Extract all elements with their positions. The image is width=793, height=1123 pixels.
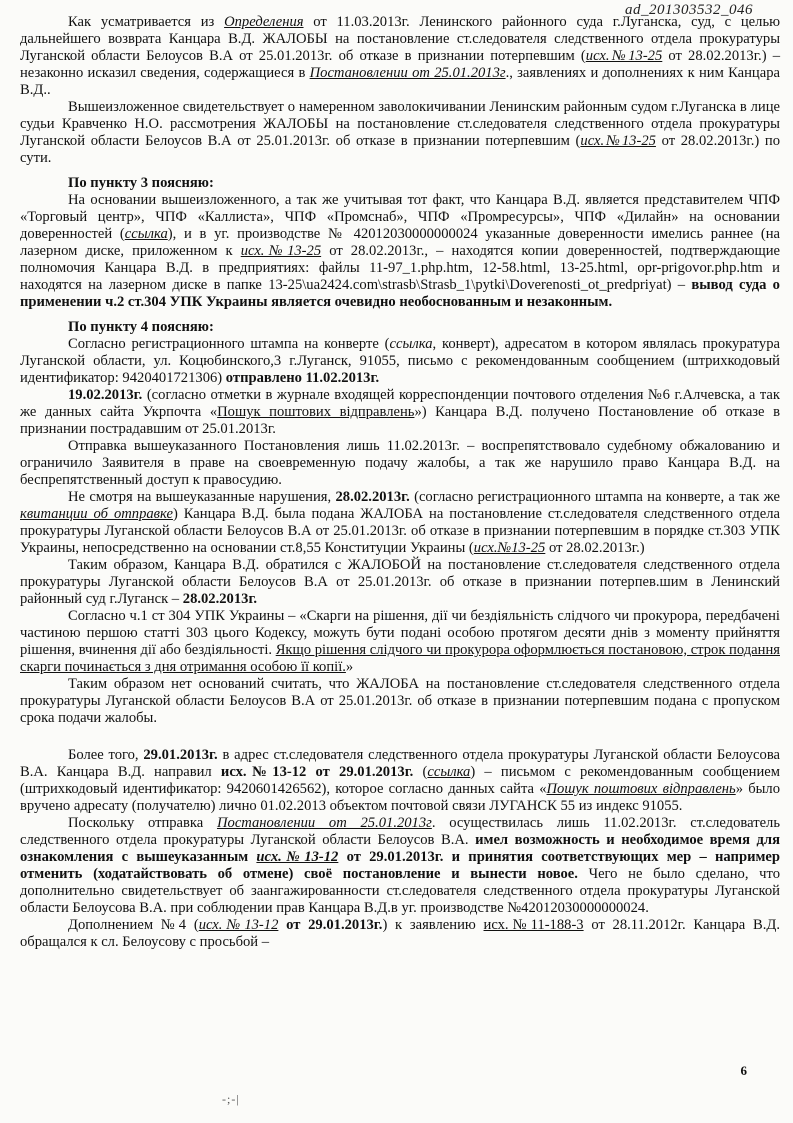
text-run: 29.01.2013г.	[143, 747, 218, 763]
text-run: исх.№13-25	[473, 540, 546, 556]
paragraph-p3	[20, 175, 780, 192]
text-run: от 29.01.2013г. и принятия соответствующих мер – например отменить (ходатайствовать об отмене) своё постановление и вынести новое.	[20, 849, 781, 882]
text-run: в адрес ст.следователя следственного отдела прокуратуры Луганской области Белоусова В.А. Канцара В.Д. направил	[20, 747, 780, 780]
text-run: ), и в уг. производстве № 42012030000000024 указанные доверенности имелись раннее (на лазерном диске, приложенном к	[20, 226, 781, 259]
text-run: 19.02.2013г.	[68, 387, 143, 403]
text-run: от 28.02.2013г., – находятся копии доверенностей, подтверждающие полномочия Канцара В.Д. в предприятиях: файлы 11-97_1.php.htm, 12-58.html, 13-25.html, opr-prigovor.php.htm и находятся на лазерном диске в папке 13-25\ua2424.com\strasb\Strasb_1\pytki\Doverenosti_ot_predpriyat) –	[20, 243, 780, 293]
text-run: вывод суда о применении ч.2 ст.304 УПК Украины является очевидно необоснованным и незаконным.	[20, 277, 780, 310]
text-run: (согласно отметки в журнале входящей корреспонденции почтового отделения №6 г.Алчевска, а так же данных сайта Укрпочта «	[20, 387, 780, 420]
text-run: исх.№13-12	[198, 917, 279, 933]
text-run: от 29.01.2013г.	[278, 917, 383, 933]
text-run: 28.02.2013г.	[335, 489, 410, 505]
text-run: ссылка	[124, 226, 168, 242]
text-run: Якщо рішення слідчого чи прокурора оформлюється постановою, строк подання скарги починається з дня отримання особою її копії.	[20, 642, 780, 675]
text-run: На основании вышеизложенного, а так же учитывая тот факт, что Канцара В.Д. является представителем ЧПФ «Торговый центр», ЧПФ «Каллиста», ЧПФ «Промснаб», ЧПФ «Промресурсы», ЧПФ «Дилайн» на основании доверенностей (	[20, 192, 780, 242]
paragraph-p13	[20, 747, 780, 815]
text-run: . осуществилась лишь 11.02.2013г. ст.следователь следственного отдела прокуратуры Луганской области Белоусов В.А.	[20, 815, 780, 848]
text-run: Дополнением №4 (	[68, 917, 199, 933]
text-run: исх.№13-25	[585, 48, 663, 64]
text-run: отправлено 11.02.2013г.	[225, 370, 380, 386]
text-run: от 11.03.2013г. Ленинского районного суда г.Луганска, суд, с целью дальнейшего возврата Канцара В.Д. ЖАЛОБЫ на постановление ст.следователя следственного отдела прокуратуры Луганской области Белоусов В.А от 25.01.2013г. об отказе в признании потерпевшим (	[20, 14, 781, 64]
text-run: от 28.02.2013г.)	[545, 540, 645, 556]
handwritten-mark: -;-|	[222, 1092, 240, 1106]
text-run: от 28.02.2013г.) – незаконно исказил сведения, содержащиеся в	[20, 48, 781, 81]
text-run: ссылка	[389, 336, 433, 352]
text-run: Поскольку отправка	[68, 815, 217, 831]
text-run: Более того,	[68, 747, 144, 763]
text-run: исх.№13-25	[240, 243, 322, 259]
text-run: квитанции об отправке	[20, 506, 173, 522]
text-run: Постановлении от 25.01.2013г	[309, 65, 506, 81]
page-number: 6	[740, 1063, 747, 1078]
text-run: »	[345, 659, 354, 675]
paragraph-p2	[20, 99, 780, 167]
text-run: исх.№13-25	[580, 133, 656, 149]
paragraph-p8	[20, 438, 780, 489]
text-run: Вышеизложенное свидетельствует о намеренном заволокичивании Ленинским районным судом г.Луганска в лице судьи Кравченко Н.О. рассмотрения ЖАЛОБЫ на постановление ст.следователя следственного отдела прокуратуры Луганской области Белоусов В.А от 25.01.2013г. об отказе в признании потерпевшим (	[20, 99, 780, 149]
text-run: Постановлении от 25.01.2013г	[216, 815, 432, 831]
text-run: исх.№11-188-3	[483, 917, 584, 933]
text-run: Таким образом, Канцара В.Д. обратился с ЖАЛОБОЙ на постановление ст.следователя следственного отдела прокуратуры Луганской области Белоусов В.А от 25.01.2013г. об отказе в признании потерпев.шим в Ленинский районный суд г.Луганск –	[20, 557, 780, 607]
text-run: По пункту 4 поясняю:	[68, 319, 214, 335]
text-run: Пошук поштових відправлень	[217, 404, 415, 420]
text-run: ссылка	[427, 764, 471, 780]
text-run: Не смотря на вышеуказанные нарушения,	[68, 489, 336, 505]
text-run: ») Канцара В.Д. получено Постановление об отказе в признании пострадавшим от 25.01.2013г.	[20, 404, 781, 437]
text-run: исх.№13-12	[256, 849, 339, 865]
document-body	[20, 14, 780, 951]
paragraph-p5	[20, 319, 780, 336]
document-stamp: ad_201303532_046	[625, 2, 753, 18]
text-run: имел возможность и необходимое время для ознакомления с вышеуказанным	[20, 832, 780, 865]
text-run: ) к заявлению	[382, 917, 484, 933]
paragraph-p15	[20, 917, 780, 951]
text-run: Согласно ч.1 ст 304 УПК Украины – «Скарги на рішення, дії чи бездіяльність слідчого чи прокурора, передбачені частиною першою статті 303 цього Кодексу, можуть бути подані особою протягом десяти днів з моменту прийняття рішення, вчинення дії або бездіяльності.	[20, 608, 780, 658]
paragraph-p7	[20, 387, 780, 438]
paragraph-p1	[20, 14, 780, 99]
paragraph-p6	[20, 336, 780, 387]
text-run: , конверт), адресатом в котором являлась прокуратура Луганской области, ул. Коцюбинского,3 г.Луганск, 91055, письмо с рекомендованным сообщением (штрихкодовый идентификатор: 9420401721306)	[20, 336, 780, 386]
text-run: Таким образом нет оснований считать, что ЖАЛОБА на постановление ст.следователя следственного отдела прокуратуры Луганской области Белоусов В.А от 25.01.2013г. об отказе в признании потерпевшим подана с пропуском срока подачи жалобы.	[20, 676, 780, 726]
paragraph-p10	[20, 557, 780, 608]
text-run: ) Канцара В.Д. была подана ЖАЛОБА на постановление ст.следователя следственного отдела прокуратуры Луганской области Белоусов В.А от 25.01.2013г. об отказе в признании потерпевшим в порядке ст.303 УПК Украины, непосредственно на основании ст.8,55 Конституции Украины (	[20, 506, 780, 556]
paragraph-p11	[20, 608, 780, 676]
text-run: (согласно регистрационного штампа на конверте, а так же	[409, 489, 781, 505]
text-run: Согласно регистрационного штампа на конверте (	[68, 336, 390, 352]
paragraph-p4	[20, 192, 780, 311]
text-run: Отправка вышеуказанного Постановления лишь 11.02.2013г. – воспрепятствовало судебному обжалованию и ограничило Заявителя в праве на своевременную подачу жалобы, а так же нарушило право Канцара В.Д. на беспрепятственный доступ к правосудию.	[20, 438, 780, 488]
text-run: ., заявлениях и дополнениях к ним Канцара В.Д..	[20, 65, 780, 98]
text-run: Определения	[224, 14, 304, 30]
text-run: от 28.11.2012г. Канцара В.Д. обращался к сл. Белоусову с просьбой –	[20, 917, 781, 950]
text-run: 28.02.2013г.	[182, 591, 258, 607]
text-run: Как усматривается из	[68, 14, 225, 30]
text-run: » было вручено адресату (получателю) лично 01.02.2013 объектом почтовой связи ЛУГАНСК 55 из индекс 91055.	[20, 781, 781, 814]
text-run: от 28.02.2013г.) по сути.	[20, 133, 781, 166]
paragraph-p14	[20, 815, 780, 917]
text-run: Пошук поштових відправлень	[546, 781, 736, 797]
text-run: (	[413, 764, 428, 780]
paragraph-p9	[20, 489, 780, 557]
text-run: По пункту 3 поясняю:	[68, 175, 214, 191]
text-run: исх.№13-12 от 29.01.2013г.	[220, 764, 414, 780]
text-run: ) – письмом с рекомендованным сообщением (штрихкодовый идентификатор: 9420601426562), которое согласно данных сайта «	[20, 764, 780, 797]
text-run: Чего не было сделано, что дополнительно свидетельствует об заангажированности ст.следователя следственного отдела прокуратуры Луганской области Белоусова В.А. при соблюдении прав Канцара В.Д.в уг. производстве №42012030000000024.	[20, 866, 781, 916]
paragraph-p12	[20, 676, 780, 727]
